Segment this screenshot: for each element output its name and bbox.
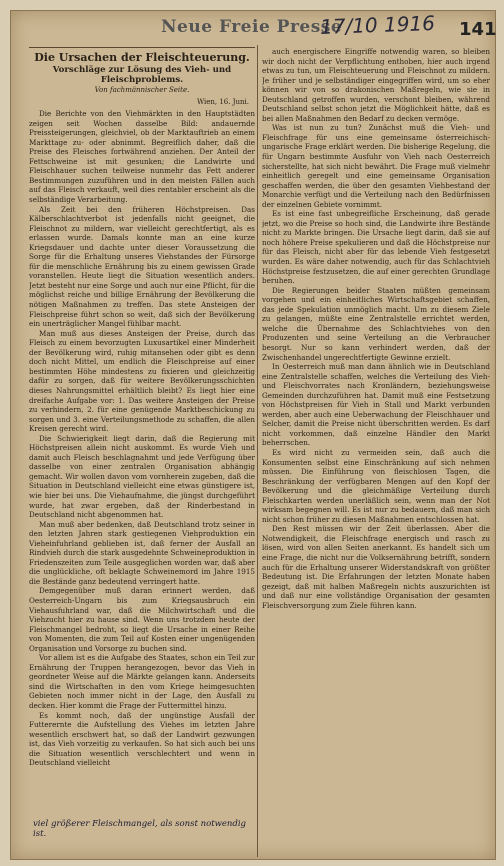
paragraph: Man muß aus dieses Ansteigen der Preise, durch das Fleisch zu einem bevorzugten Luxusartikel einer Minderheit der Bevölkerung wird, ruhig mitansehen oder gibt es denn doch nicht Mittel, um endlich die Fleischpreise auf einer bestimmten Höhe mindestens zu fixieren und gleichzeitig dafür zu sorgen, daß für weitere Bevölkerungsschichten dieses Nahrungsmittel erhältlich bleibt? Es liegt hier eine dreifache Aufgabe vor: 1. Das weitere Ansteigen der Preise zu verhindern, 2. für eine genügende Marktbeschickung zu sorgen und 3. eine Verteilungsmethode zu schaffen, die allen Kreisen gerecht wird. <box>29 328 255 434</box>
right-column <box>262 47 490 857</box>
paragraph: Man muß aber bedenken, daß Deutschland trotz seiner in den letzten Jahren stark gestiegenen Viehproduktion ein Vieheinfuhrland geblieben ist, daß ferner der Ausfall an Rindvieh durch die stark ausgedehnte Schweineproduktion in Friedenszeiten zum Teile ausgeglichen worden war, daß aber die unglückliche, oft beklagte Schweinemord im Jahre 1915 die Bestände ganz bedeutend verringert hatte. <box>29 519 255 586</box>
handwritten-underline-note: viel größerer Fleischmangel, als sonst notwendig ist. <box>33 819 246 839</box>
handwritten-date: 17/10 1916 <box>319 11 436 39</box>
page-number: 141 <box>459 19 497 40</box>
paragraph: Vor allem ist es die Aufgabe des Staates, schon ein Teil zur Ernährung der Truppen herangezogen, bevor das Vieh in geordneter Weise auf die Märkte gelangen kann. Anderseits sind die Wirtschaften in den vom Kriege heimgesuchten Gebieten noch immer nicht in der Lage, den Ausfall zu decken. Hier kommt die Frage der Futtermittel hinzu. <box>29 653 255 710</box>
paragraph: In Oesterreich muß man dann ähnlich wie in Deutschland eine Zentralstelle schaffen, welches die Verteilung des Vieh- und Fleischvorrates nach Kronländern, beziehungsweise Gemeinden durchzuführen hat. Damit muß eine Festsetzung von Höchstpreisen für Vieh in Stall und Markt verbunden werden, aber auch eine Ueberwachung der Fleischhauer und Selcher, damit die Preise nicht überschritten werden. Es darf nicht vorkommen, daß einzelne Händler den Markt beherrschen. <box>262 362 490 448</box>
paragraph: Es wird nicht zu vermeiden sein, daß auch die Konsumenten selbst eine Einschränkung auf sich nehmen müssen. Die Einführung von fleischlosen Tagen, die Beschränkung der verfügbaren Mengen auf den Kopf der Bevölkerung und die gleichmäßige Verteilung durch Fleischkarten werden unerläßlich sein, wenn man der Not wirksam begegnen will. Es ist nur zu bedauern, daß man sich nicht schon früher zu diesen Maßnahmen entschlossen hat. <box>262 447 490 524</box>
paragraph: Demgegenüber muß daran erinnert werden, daß Oesterreich-Ungarn bis zum Kriegsausbruch ein Viehausfuhrland war, daß die Milchwirtschaft und die Viehzucht hier zu hause sind. Wenn uns trotzdem heute der Fleischmangel bedroht, so liegt die Ursache in einer Reihe von Momenten, die zum Teil auf Kosten einer ungenügenden Organisation und Vorsorge zu buchen sind. <box>29 586 255 653</box>
article-subheadline: Vorschläge zur Lösung des Vieh- und Fleischproblems. <box>52 65 232 85</box>
paragraph: Die Schwierigkeit liegt darin, daß die Regierung mit Höchstpreisen allein nicht auskommt. Es wurde Vieh und damit auch Fleisch beschlagnahmt und jede Verfügung über dasselbe von einer zentralen Organisation abhängig gemacht. Wir wollen davon vom vornherein zugeben, daß die Situation in Deutschland vielleicht eine etwas günstigere ist, wie hier bei uns. Die Viehaufnahme, die jüngst durchgeführt wurde, hat zwar ergeben, daß der Rinderbestand in Deutschland nicht abgenommen hat. <box>29 433 255 520</box>
paragraph: Es ist eine fast unbegreifliche Erscheinung, daß gerade jetzt, wo die Preise so hoch sind, die Landwirte ihre Bestände nicht zu Markte bringen. Die Ursache liegt darin, daß sie auf noch höhere Preise spekulieren und daß die Höchstpreise nur für das Fleisch, nicht aber für das lebende Vieh festgesetzt wurden. Es wäre daher notwendig, auch für das Schlachtvieh Höchstpreise festzusetzen, die auf einer gerechten Grundlage beruhen. <box>262 209 490 286</box>
paragraph: Als Zeit bei den früheren Höchstpreisen. Das Kälberschlachtverbot ist jedenfalls nicht geeignet, die Fleischnot zu mildern, war vielleicht gerechtfertigt, als es erlassen wurde. Damals konnte man an eine kurze Kriegsdauer und dachte unter dieser Voraussetzung die Sorge für die Erhaltung unseres Viehstandes der Fürsorge für die menschliche Ernährung bis zu einem gewissen Grade voranstellen. Heute liegt die Situation wesentlich anders. Jetzt besteht nur eine Sorge und auch nur eine Pflicht, für die möglichst reiche und billige Ernährung der Bevölkerung die nötigen Maßnahmen zu treffen. Das stete Ansteigen der Fleischpreise führt schon so weit, daß sich der Bevölkerung ein unerträglicher Mangel fühlbar macht. <box>29 204 255 329</box>
newspaper-clipping <box>10 10 496 860</box>
paragraph: Die Regierungen beider Staaten müßten gemeinsam vorgehen und ein einheitliches Wirtschaftsgebiet schaffen, das jede Spekulation unmöglich macht. Um zu diesem Ziele zu gelangen, müßte eine Zentralstelle errichtet werden, welche die Übernahme des Schlachtviehes von den Produzenten und seine Verteilung an die Verbraucher besorgt. Nur so kann verhindert werden, daß der Zwischenhandel ungerechtfertigte Gewinne erzielt. <box>262 285 490 362</box>
masthead: Neue Freie Presse <box>161 17 343 37</box>
paragraph: Die Berichte von den Viehmärkten in den Hauptstädten zeigen seit Wochen dasselbe Bild: andauernde Preissteigerungen, gleichviel, ob der Marktauftrieb an einem Markttage zu- oder abnimmt. Begreiflich daher, daß die Preise des Fleisches fortwährend anziehen. Der Anteil der Fettschweine ist mit gesunken; die Landwirte und Fleischhauer suchen teilweise nunmehr das Fett anderer Bestimmungen zuzuführen und in den meisten Fällen auch auf das Fleisch verkauft, weil dies rentabler erscheint als die selbständige Verarbeitung. <box>29 109 255 205</box>
top-rule <box>29 47 255 48</box>
article-byline: Von fachmännischer Seite. <box>94 86 190 94</box>
paragraph: auch energischere Eingriffe notwendig waren, so bleiben wir doch nicht der Verpflichtung enthoben, hier auch irgend etwas zu tun, um Fleischteuerung und Fleischnot zu mildern. Je früher und je selbständiger eingegriffen wird, um so eher können wir von so drakonischen Maßregeln, wie sie in Deutschland getroffen wurden, verschont bleiben, während Deutschland selbst schon jetzt die Möglichkeit hätte, daß es bei allen Maßnahmen den Bedarf zu decken vermöge. <box>262 47 490 123</box>
paragraph: Was ist nun zu tun? Zunächst muß die Vieh- und Fleischfrage für uns eine gemeinsame österreichisch-ungarische Frage erklärt werden. Die bisherige Regelung, die für Ungarn bestimmte Ausfuhr von Vieh nach Oesterreich sicherstellte, hat sich nicht bewährt. Die Frage muß vielmehr einheitlich geregelt und eine gemeinsame Organisation geschaffen werden, die über den gesamten Viehbestand der Monarchie verfügt und die Verteilung nach den Bedürfnissen der einzelnen Gebiete vornimmt. <box>262 123 490 209</box>
left-column <box>29 47 255 857</box>
article-headline: Die Ursachen der Fleischteuerung. <box>34 51 250 64</box>
article-dateline: Wien, 16. Juni. <box>196 97 249 106</box>
paragraph: Den Rest müssen wir der Zeit überlassen. Aber die Notwendigkeit, die Fleischfrage energisch und rasch zu lösen, wird von allen Seiten anerkannt. Es handelt sich um eine Frage, die nicht nur die Volksernährung betrifft, sondern auch für die Erhaltung unserer Widerstandskraft von größter Bedeutung ist. Die Erfahrungen der letzten Monate haben gezeigt, daß mit halben Maßregeln nichts auszurichten ist und daß nur eine vollständige Organisation der gesamten Fleischversorgung zum Ziele führen kann. <box>262 524 490 610</box>
column-divider <box>257 45 258 857</box>
paragraph: Es kommt noch, daß der ungünstige Ausfall der Futterernte die Aufstellung des Viehes im letzten Jahre wesentlich erschwert hat, so daß der Landwirt gezwungen ist, das Vieh vorzeitig zu verkaufen. So hat sich auch bei uns die Situation wesentlich verschlechtert und wenn in Deutschland vielleicht <box>29 710 255 768</box>
